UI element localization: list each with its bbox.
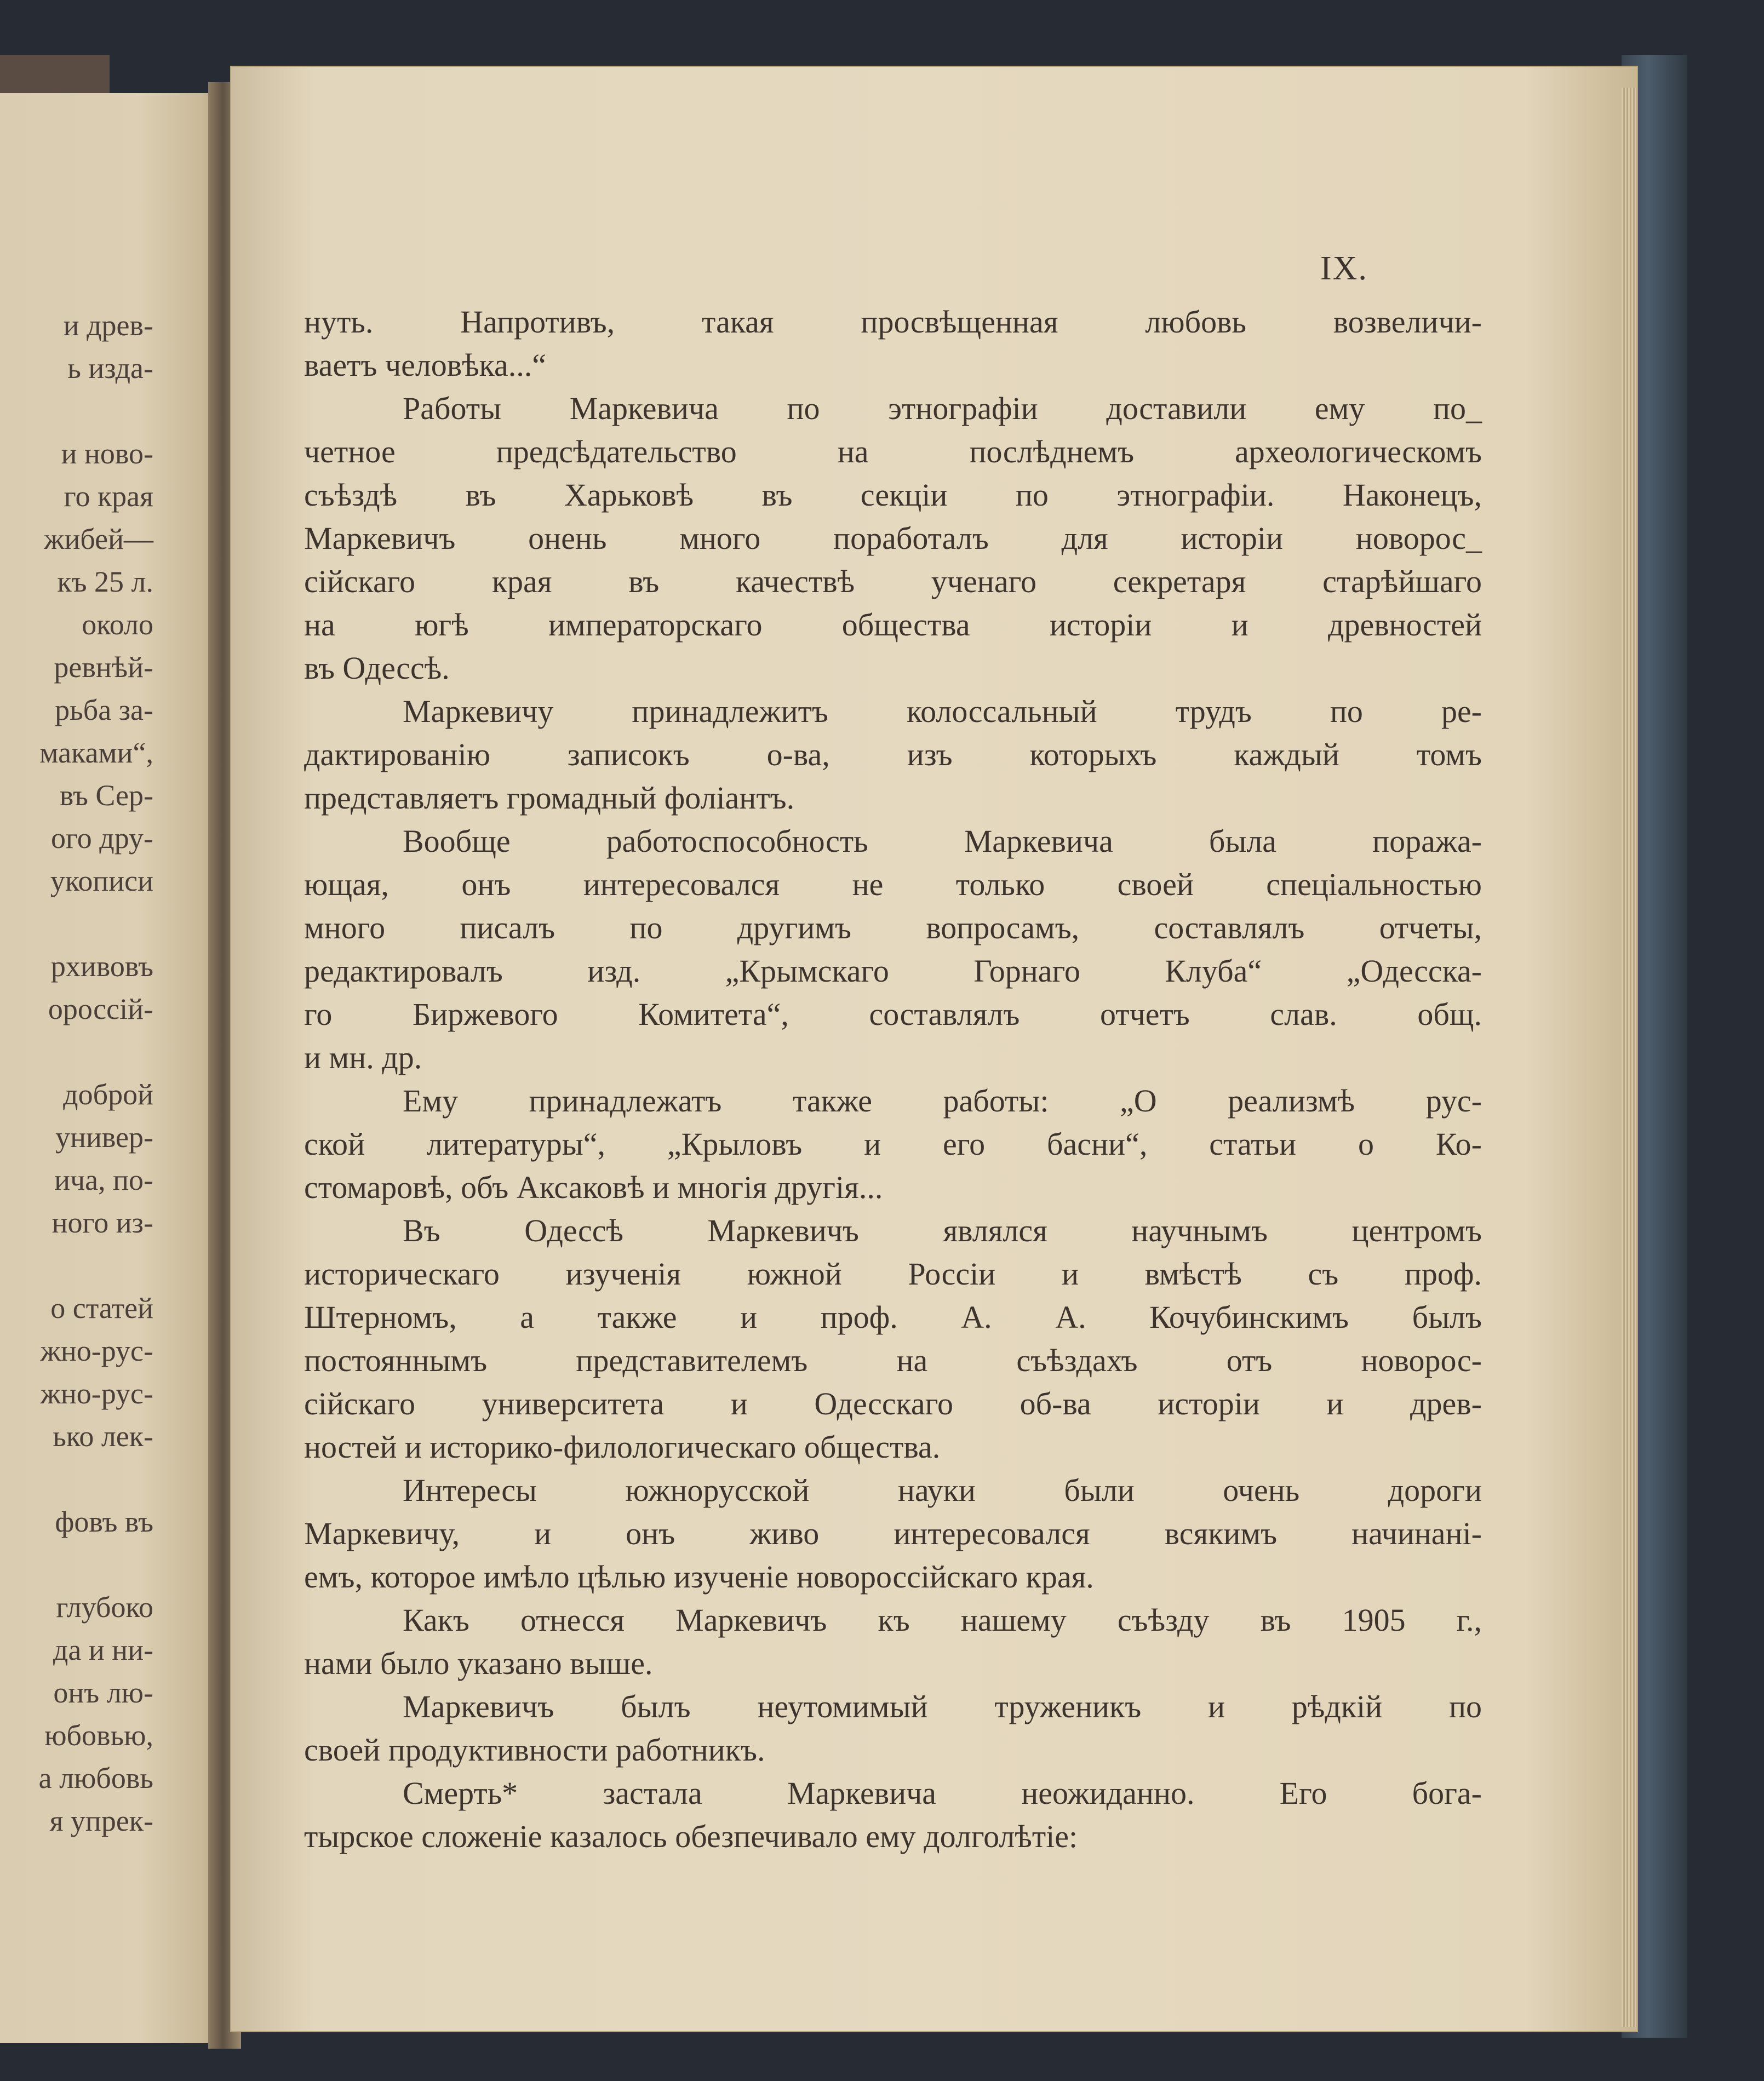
text-line: своей продуктивности работникъ. <box>304 1732 765 1768</box>
left-page-line: жно-рус- <box>40 1334 153 1367</box>
text-line: ющая, онъ интересовался не только своей спеціальностью <box>304 867 1482 902</box>
page-number: IX. <box>1320 250 1368 287</box>
left-page-line <box>39 902 153 945</box>
paragraph <box>304 1598 1482 1685</box>
paragraph <box>304 300 1482 387</box>
text-line: Маркевичъ былъ неутомимый труженикъ и рѣдкій по <box>403 1689 1482 1724</box>
left-page-line: о статей <box>50 1292 153 1325</box>
text-line: редактировалъ изд. „Крымскаго Горнаго Клуба“ „Одесска- <box>304 953 1482 989</box>
text-line: Маркевичу принадлежитъ колоссальный трудъ по ре- <box>403 693 1482 729</box>
text-line: Маркевичъ онень много поработалъ для исторіи новорос_ <box>304 520 1482 556</box>
paragraph <box>304 1079 1482 1209</box>
text-line: и мн. др. <box>304 1040 422 1075</box>
left-page-line <box>39 1458 153 1500</box>
left-page-text <box>39 304 153 1842</box>
left-page-line: укописи <box>50 864 153 897</box>
left-page-line <box>39 1244 153 1287</box>
left-page-line: рхивовъ <box>50 950 153 983</box>
left-page-line <box>39 1030 153 1073</box>
paragraph <box>304 1772 1482 1858</box>
left-page-line: ороссій- <box>48 993 153 1025</box>
text-line: въ Одессѣ. <box>304 650 450 686</box>
left-page-line: го края <box>64 480 153 513</box>
text-line: ской литературы“, „Крыловъ и его басни“, статьи о Ко- <box>304 1126 1482 1162</box>
left-page-line: около <box>82 608 153 641</box>
left-page-line: а любовь <box>38 1762 153 1795</box>
right-page-text <box>304 300 1482 1858</box>
text-line: Какъ отнесся Маркевичъ къ нашему съѣзду въ 1905 г., <box>403 1602 1482 1638</box>
text-line: сійскаго края въ качествѣ ученаго секретаря старѣйшаго <box>304 564 1482 599</box>
text-line: Смерть* застала Маркевича неожиданно. Его бога- <box>403 1775 1482 1811</box>
left-page-line: ого дру- <box>50 822 153 855</box>
text-line: емъ, которое имѣло цѣлью изученіе новороссійскаго края. <box>304 1559 1094 1595</box>
text-line: Штерномъ, а также и проф. А. А. Кочубинскимъ былъ <box>304 1299 1482 1335</box>
left-page-line: къ 25 л. <box>57 565 153 598</box>
text-line: Интересы южнорусской науки были очень дороги <box>403 1472 1482 1508</box>
paragraph <box>304 1685 1482 1772</box>
left-page-line: юбовью, <box>44 1719 153 1752</box>
left-page-line: фовъ въ <box>55 1505 153 1538</box>
left-page-line <box>39 1543 153 1586</box>
left-page-line: маками“, <box>39 736 153 769</box>
left-page-line: я упрек- <box>49 1804 153 1837</box>
text-line: историческаго изученія южной Россіи и вмѣстѣ съ проф. <box>304 1256 1482 1292</box>
text-line: го Биржевого Комитета“, составлялъ отчетъ слав. общ. <box>304 996 1482 1032</box>
text-line: много писалъ по другимъ вопросамъ, составлялъ отчеты, <box>304 910 1482 945</box>
page-edges <box>1622 88 1638 2027</box>
text-line: нами было указано выше. <box>304 1646 653 1681</box>
text-line: постояннымъ представителемъ на съѣздахъ отъ новорос- <box>304 1343 1482 1378</box>
left-page-line: онъ лю- <box>53 1676 153 1709</box>
left-page-line: рьба за- <box>55 693 153 726</box>
left-page-line: ько лек- <box>53 1420 153 1453</box>
left-page-line <box>39 389 153 432</box>
text-line: тырское сложеніе казалось обезпечивало ему долголѣтіе: <box>304 1819 1078 1854</box>
text-line: четное предсѣдательство на послѣднемъ археологическомъ <box>304 434 1482 469</box>
text-line: на югѣ императорскаго общества исторіи и древностей <box>304 607 1482 643</box>
text-line: Въ Одессѣ Маркевичъ являлся научнымъ центромъ <box>403 1213 1482 1248</box>
left-page-line: универ- <box>55 1121 153 1154</box>
left-page <box>0 93 230 2043</box>
paragraph <box>304 1469 1482 1598</box>
left-page-line: и ново- <box>61 437 153 470</box>
paragraph <box>304 387 1482 690</box>
book-spine-top <box>0 55 110 99</box>
text-line: представляетъ громадный фоліантъ. <box>304 780 795 816</box>
text-line: ностей и историко-филологическаго общества. <box>304 1429 941 1465</box>
paragraph <box>304 1209 1482 1469</box>
left-page-line: жно-рус- <box>40 1377 153 1410</box>
text-line: ваетъ человѣка...“ <box>304 347 546 383</box>
left-page-line: ревнѣй- <box>54 651 153 684</box>
left-page-line: и древ- <box>63 309 153 342</box>
left-page-line: жибей— <box>44 523 153 555</box>
text-line: Ему принадлежатъ также работы: „О реализмѣ рус- <box>403 1083 1482 1119</box>
text-line: Работы Маркевича по этнографіи доставили ему по_ <box>403 391 1482 426</box>
paragraph <box>304 819 1482 1079</box>
text-line: стомаровѣ, объ Аксаковѣ и многія другія... <box>304 1170 883 1205</box>
text-line: съѣздѣ въ Харьковѣ въ секціи по этнографіи. Наконецъ, <box>304 477 1482 513</box>
left-page-line: ного из- <box>51 1206 153 1239</box>
left-page-line: ича, по- <box>54 1163 153 1196</box>
text-line: Вообще работоспособность Маркевича была поража- <box>403 823 1482 859</box>
left-page-line: въ Сер- <box>59 779 153 812</box>
text-line: нуть. Напротивъ, такая просвѣщенная любовь возвеличи- <box>304 304 1482 340</box>
text-line: сійскаго университета и Одесскаго об-ва исторіи и древ- <box>304 1386 1482 1421</box>
left-page-line: да и ни- <box>53 1633 153 1666</box>
left-page-line: доброй <box>63 1078 153 1111</box>
text-line: Маркевичу, и онъ живо интересовался всякимъ начинані- <box>304 1516 1482 1551</box>
text-line: дактированію записокъ о-ва, изъ которыхъ каждый томъ <box>304 737 1482 772</box>
left-page-line: глубоко <box>56 1591 153 1624</box>
left-page-line: ь изда- <box>67 352 153 385</box>
paragraph <box>304 690 1482 819</box>
